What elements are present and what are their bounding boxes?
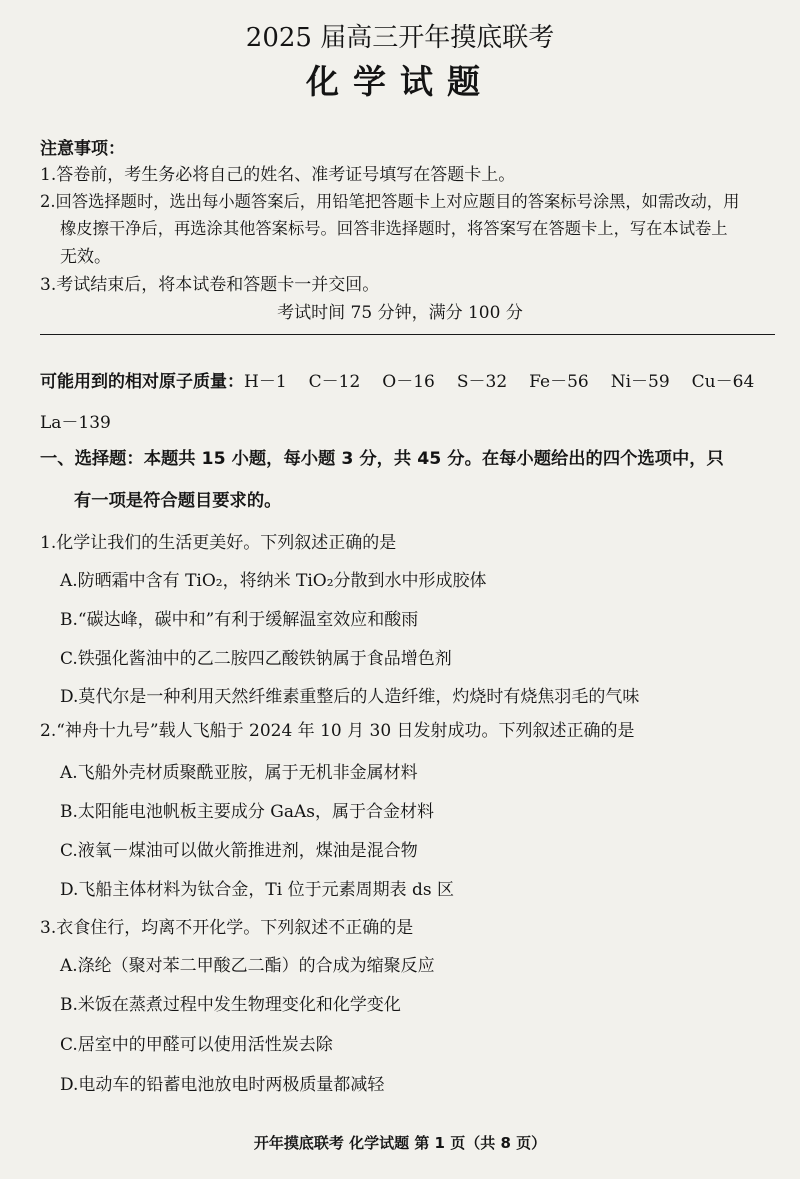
question-1-stem: 1.化学让我们的生活更美好。下列叙述正确的是 [40, 533, 397, 553]
question-2-option-a: A.飞船外壳材质聚酰亚胺，属于无机非金属材料 [60, 763, 418, 783]
question-2-stem: 2.“神舟十九号”载人飞船于 2024 年 10 月 30 日发射成功。下列叙述正确的是 [40, 721, 635, 741]
notice-heading: 注意事项： [40, 139, 125, 159]
notice-item-2-line-3: 无效。 [60, 247, 111, 267]
question-2-option-b: B.太阳能电池帆板主要成分 GaAs，属于合金材料 [60, 802, 435, 822]
exam-title: 2025 届高三开年摸底联考 [245, 23, 555, 53]
question-1-option-d: D.莫代尔是一种利用天然纤维素重整后的人造纤维，灼烧时有烧焦羽毛的气味 [60, 687, 640, 707]
section-1-heading-line-1: 一、选择题：本题共 15 小题，每小题 3 分，共 45 分。在每小题给出的四个选项中，只 [40, 449, 724, 469]
atomic-mass-item: S－32 [456, 372, 508, 392]
question-3-option-b: B.米饭在蒸煮过程中发生物理变化和化学变化 [60, 995, 401, 1015]
question-1-option-a: A.防晒霜中含有 TiO₂，将纳米 TiO₂分散到水中形成胶体 [60, 571, 487, 591]
atomic-mass-item-wrapped: La－139 [40, 413, 111, 433]
atomic-mass-item: C－12 [308, 372, 361, 392]
atomic-mass-item: Cu－64 [691, 372, 755, 392]
question-3-option-c: C.居室中的甲醛可以使用活性炭去除 [60, 1035, 333, 1055]
question-2-option-c: C.液氧－煤油可以做火箭推进剂，煤油是混合物 [60, 841, 418, 861]
atomic-mass-line [40, 371, 754, 393]
atomic-mass-item: Fe－56 [529, 372, 589, 392]
subject-title: 化学试题 [306, 62, 494, 101]
notice-item-2-line-1: 2.回答选择题时，选出每小题答案后，用铅笔把答题卡上对应题目的答案标号涂黑，如需改动，用 [40, 192, 740, 211]
divider-line [40, 334, 775, 335]
atomic-mass-item: H－1 [244, 372, 287, 392]
atomic-mass-label: 可能用到的相对原子质量： [40, 372, 244, 392]
notice-item-1: 1.答卷前，考生务必将自己的姓名、准考证号填写在答题卡上。 [40, 165, 516, 185]
question-1-option-c: C.铁强化酱油中的乙二胺四乙酸铁钠属于食品增色剂 [60, 649, 452, 669]
notice-item-3: 3.考试结束后，将本试卷和答题卡一并交回。 [40, 275, 380, 295]
question-3-option-d: D.电动车的铅蓄电池放电时两极质量都减轻 [60, 1075, 385, 1095]
atomic-mass-item: Ni－59 [610, 372, 670, 392]
question-3-option-a: A.涤纶（聚对苯二甲酸乙二酯）的合成为缩聚反应 [60, 956, 435, 976]
question-1-option-b: B.“碳达峰，碳中和”有利于缓解温室效应和酸雨 [60, 610, 419, 630]
page-footer: 开年摸底联考 化学试题 第 1 页（共 8 页） [253, 1134, 547, 1152]
question-2-option-d: D.飞船主体材料为钛合金，Ti 位于元素周期表 ds 区 [60, 880, 455, 900]
notice-item-2-line-2: 橡皮擦干净后，再选涂其他答案标号。回答非选择题时，将答案写在答题卡上，写在本试卷上 [60, 219, 728, 238]
question-3-stem: 3.衣食住行，均离不开化学。下列叙述不正确的是 [40, 918, 414, 938]
exam-time: 考试时间 75 分钟，满分 100 分 [277, 303, 523, 323]
atomic-mass-item: O－16 [382, 372, 435, 392]
section-1-heading-line-2: 有一项是符合题目要求的。 [74, 491, 282, 511]
